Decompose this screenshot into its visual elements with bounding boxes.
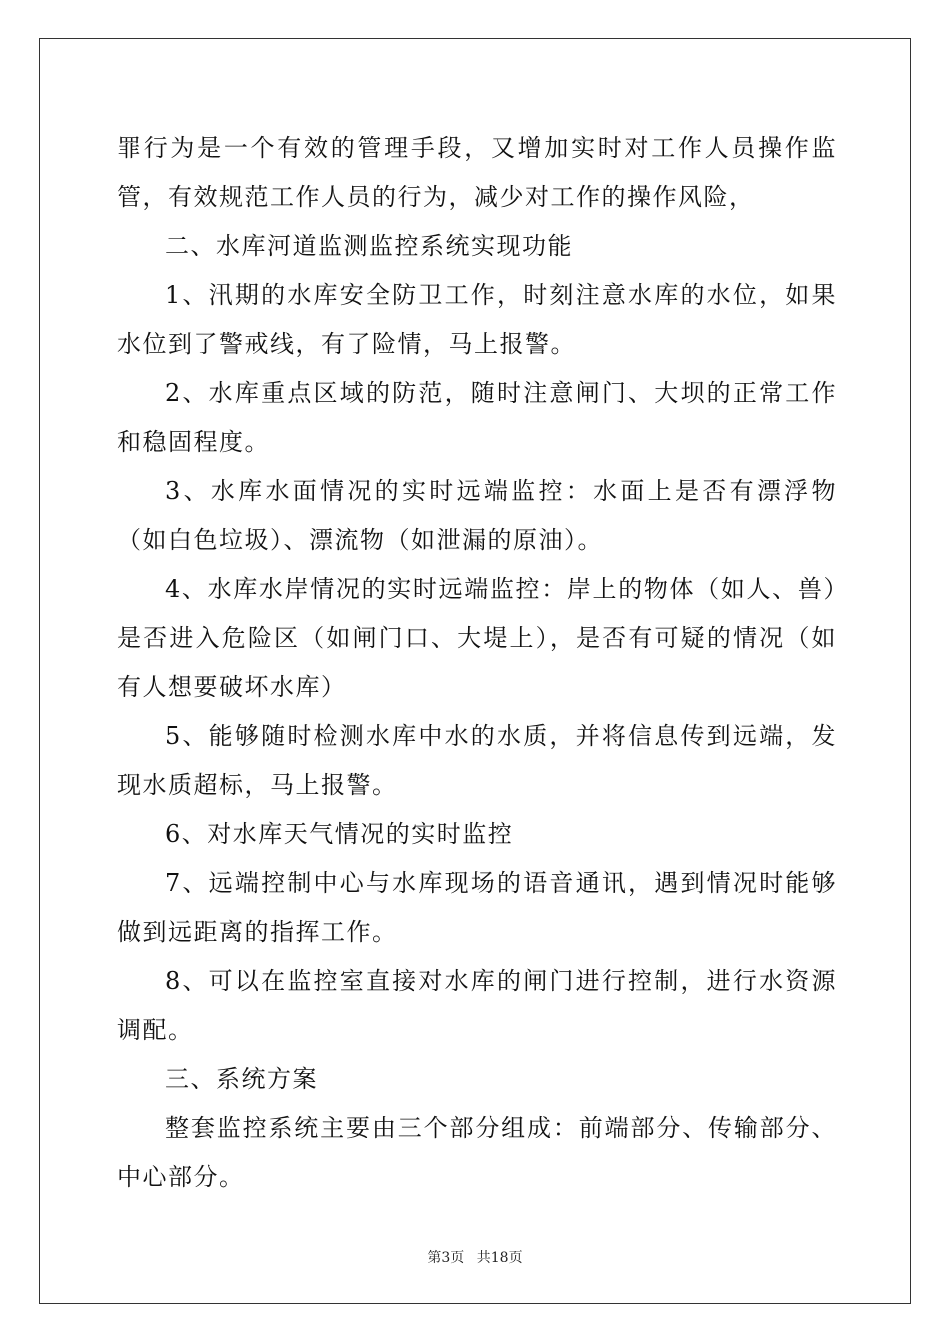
list-item-8: 8、可以在监控室直接对水库的闸门进行控制，进行水资源调配。 bbox=[117, 967, 837, 1044]
list-item-1: 1、汛期的水库安全防卫工作，时刻注意水库的水位，如果水位到了警戒线，有了险情，马上报警。 bbox=[117, 281, 837, 358]
page-number: 第3页 bbox=[427, 1250, 465, 1266]
list-item-3: 3、水库水面情况的实时远端监控：水面上是否有漂浮物（如白色垃圾）、漂流物（如泄漏的原油）。 bbox=[117, 477, 837, 554]
list-item-7: 7、远端控制中心与水库现场的语音通讯，遇到情况时能够做到远距离的指挥工作。 bbox=[117, 869, 837, 946]
document-body bbox=[117, 124, 837, 1202]
list-item-4: 4、水库水岸情况的实时远端监控：岸上的物体（如人、兽）是否进入危险区（如闸门口、大堤上），是否有可疑的情况（如有人想要破坏水库） bbox=[117, 575, 837, 701]
list-item-6: 6、对水库天气情况的实时监控 bbox=[165, 820, 514, 848]
paragraph-1: 罪行为是一个有效的管理手段，又增加实时对工作人员操作监管，有效规范工作人员的行为，减少对工作的操作风险， bbox=[117, 134, 837, 211]
page-total: 共18页 bbox=[476, 1250, 523, 1266]
paragraph-system-overview: 整套监控系统主要由三个部分组成：前端部分、传输部分、中心部分。 bbox=[117, 1114, 837, 1191]
section-heading-2: 二、水库河道监测监控系统实现功能 bbox=[165, 232, 573, 260]
page-footer bbox=[0, 1247, 950, 1267]
section-heading-3: 三、系统方案 bbox=[165, 1065, 318, 1093]
list-item-2: 2、水库重点区域的防范，随时注意闸门、大坝的正常工作和稳固程度。 bbox=[117, 379, 837, 456]
list-item-5: 5、能够随时检测水库中水的水质，并将信息传到远端，发现水质超标，马上报警。 bbox=[117, 722, 837, 799]
